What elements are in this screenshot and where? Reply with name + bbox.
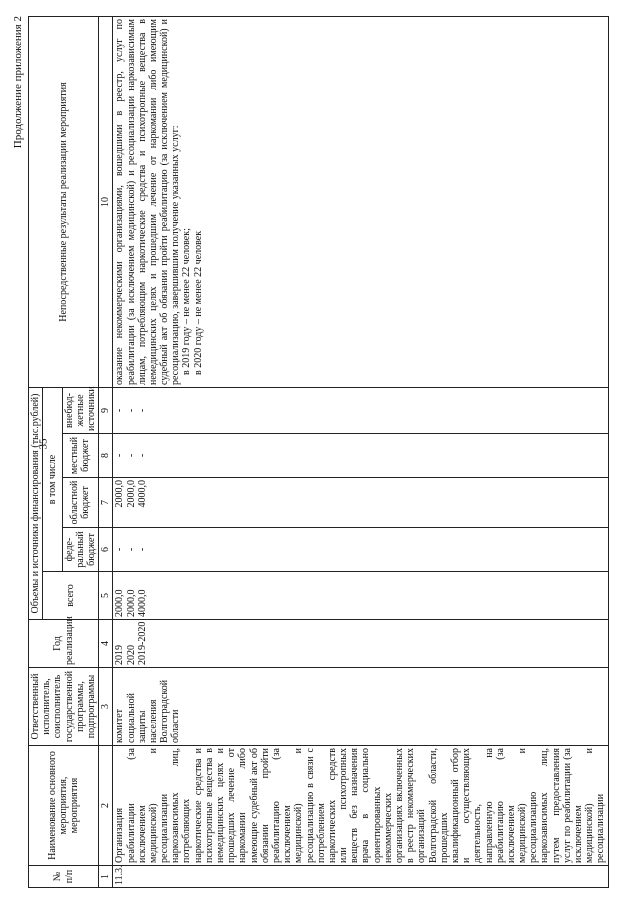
col-number: 5 [99, 572, 113, 620]
year-value: 2020 [125, 645, 137, 665]
extrabudget-value: - [114, 408, 126, 413]
table-row [113, 17, 608, 888]
header-local: местный бюджет [62, 434, 99, 478]
result-text: оказание некоммерческими организациями, вошедшими в реестр, услуг по реабилитации (за исключением медицинской) и ресоциализации наркозависимым лицам, потребляющим наркотические средства и психотропные вещества в немедицинских целях и прошедшим лечение от наркомании либо имеющим судебный акт об обязании пройти реабилитацию (за исключением медицинской) и ресоциализацию, завершившим получение указанных услуг: [114, 19, 182, 385]
col-number: 2 [99, 746, 113, 866]
regional-value: 2000,0 [114, 480, 126, 508]
page-number: 35 [37, 438, 50, 450]
col-number: 6 [99, 528, 113, 572]
header-year: Год реализации [29, 620, 99, 668]
col-number: 7 [99, 478, 113, 528]
federal-value: - [125, 547, 137, 552]
federal-value: - [114, 547, 126, 552]
program-table [28, 16, 609, 888]
extrabudget-cell [113, 388, 608, 434]
header-responsible: Ответственный исполнитель, соисполнитель государственной программы, подпрограммы [29, 668, 99, 746]
total-value: 2000,0 [125, 589, 137, 617]
header-name: Наименование основного мероприятия, мероприятия [29, 746, 99, 866]
result-cell [113, 17, 608, 388]
row-number: 11.3. [113, 866, 608, 888]
local-value: - [136, 453, 148, 458]
header-result: Непосредственные результаты реализации мероприятия [29, 17, 99, 388]
col-number: 1 [99, 866, 113, 888]
regional-value: 4000,0 [136, 480, 148, 508]
result-2020: в 2020 году – не менее 22 человек [192, 230, 204, 375]
local-value: - [125, 453, 137, 458]
year-value: 2019-2020 [136, 621, 148, 665]
responsible-executor: комитет социальной защиты населения Волгоградской области [113, 668, 608, 746]
total-cell [113, 572, 608, 620]
col-number: 9 [99, 388, 113, 434]
header-federal: феде-ральный бюджет [62, 528, 99, 572]
result-2019: в 2019 году – не менее 22 человек; [181, 228, 193, 375]
header-including: в том числе [43, 388, 62, 572]
extrabudget-value: - [136, 408, 148, 413]
col-number: 8 [99, 434, 113, 478]
regional-value: 2000,0 [125, 480, 137, 508]
header-no: № п/п [29, 866, 99, 888]
activity-name: Организация реабилитации (за исключением медицинской) и ресоциализации наркозависимых лиц, потребляющих наркотические средства и психотропные вещества в немедицинских целях и прошедших лечение от наркомании либо имеющие судебный акт об обязании пройти реабилитацию (за исключением медицинской) и ресоциализацию в связи с потреблением наркотических средств или психотропных веществ без назначения врача в социально ориентированных некоммерческих организациях включенных в реестр некоммерческих организаций Волгоградской области, прошедших квалификационный отбор и осуществляющих деятельность, направленную на реабилитацию (за исключением медицинской) и ресоциализацию наркозависимых лиц, путем предоставления услуг по реабилитации (за исключением медицинской) и ресоциализации [113, 746, 608, 866]
year-value: 2019 [114, 645, 126, 665]
years-cell [113, 620, 608, 668]
federal-cell [113, 528, 608, 572]
appendix-caption: Продолжение приложения 2 [12, 16, 24, 149]
regional-cell [113, 478, 608, 528]
local-value: - [114, 453, 126, 458]
header-total: всего [43, 572, 99, 620]
col-number: 10 [99, 17, 113, 388]
total-value: 4000,0 [136, 589, 148, 617]
col-number: 4 [99, 620, 113, 668]
local-cell [113, 434, 608, 478]
header-regional: областной бюджет [62, 478, 99, 528]
extrabudget-value: - [125, 408, 137, 413]
federal-value: - [136, 547, 148, 552]
landscape-page [10, 8, 610, 888]
header-extrabudget: внебюд-жетные источники [62, 388, 99, 434]
header-volumes: Объемы и источники финансирования (тыс.рублей) [29, 388, 43, 620]
total-value: 2000,0 [114, 589, 126, 617]
col-number: 3 [99, 668, 113, 746]
